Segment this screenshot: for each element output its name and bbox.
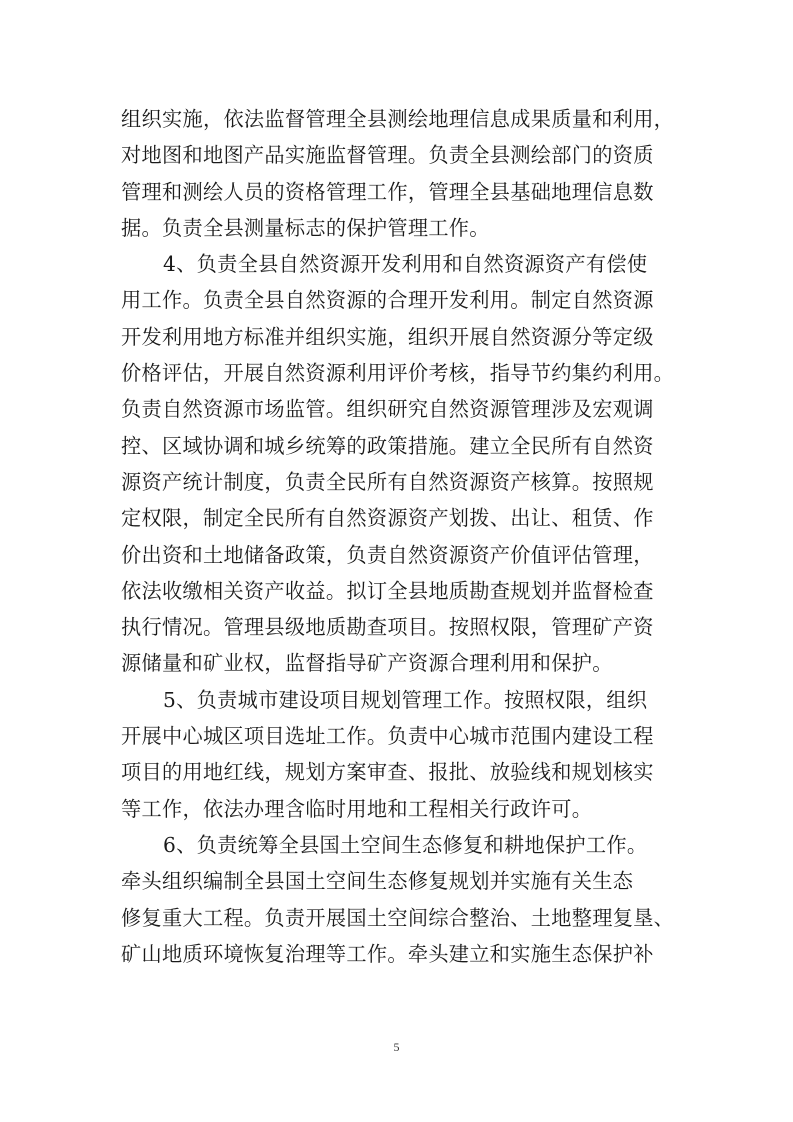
text-line: 开发利用地方标准并组织实施，组织开展自然资源分等定级 (121, 324, 654, 349)
text-line: 价出资和土地储备政策，负责自然资源资产价值评估管理， (121, 542, 654, 567)
text-line: 组织实施，依法监督管理全县测绘地理信息成果质量和利用， (121, 107, 675, 131)
text-line: 负责自然资源市场监管。组织研究自然资源管理涉及宏观调 (121, 397, 654, 422)
text-line: 源资产统计制度，负责全民所有自然资源资产核算。按照规 (121, 469, 654, 494)
paragraph-6-first-line: 6、负责统筹全县国土空间生态修复和耕地保护工作。 (163, 832, 648, 857)
text-line: 矿山地质环境恢复治理等工作。牵头建立和实施生态保护补 (121, 941, 654, 966)
body-text (121, 101, 689, 972)
paragraph-5-first-line: 5、负责城市建设项目规划管理工作。按照权限，组织 (163, 687, 648, 712)
text-line: 修复重大工程。负责开展国土空间综合整治、土地整理复垦、 (121, 905, 675, 930)
text-line: 源储量和矿业权，监督指导矿产资源合理利用和保护。 (121, 651, 613, 676)
text-line: 执行情况。管理县级地质勘查项目。按照权限，管理矿产资 (121, 615, 654, 640)
text-line: 价格评估，开展自然资源利用评价考核，指导节约集约利用。 (121, 361, 675, 386)
text-line: 等工作，依法办理含临时用地和工程相关行政许可。 (121, 796, 593, 821)
page-number: 5 (393, 1040, 400, 1054)
text-line: 开展中心城区项目选址工作。负责中心城市范围内建设工程 (121, 724, 654, 749)
text-line: 用工作。负责全县自然资源的合理开发利用。制定自然资源 (121, 288, 654, 313)
text-line: 据。负责全县测量标志的保护管理工作。 (121, 215, 490, 240)
text-line: 项目的用地红线，规划方案审查、报批、放验线和规划核实 (121, 760, 654, 785)
text-line: 定权限，制定全民所有自然资源资产划拨、出让、租赁、作 (121, 506, 654, 531)
text-line: 管理和测绘人员的资格管理工作，管理全县基础地理信息数 (121, 179, 654, 204)
paragraph-4-first-line: 4、负责全县自然资源开发利用和自然资源资产有偿使 (163, 252, 648, 277)
text-line: 控、区域协调和城乡统筹的政策措施。建立全民所有自然资 (121, 433, 654, 458)
text-line: 依法收缴相关资产收益。拟订全县地质勘查规划并监督检查 (121, 578, 654, 603)
text-line: 对地图和地图产品实施监督管理。负责全县测绘部门的资质 (121, 143, 654, 168)
text-line: 牵头组织编制全县国土空间生态修复规划并实施有关生态 (121, 869, 634, 894)
